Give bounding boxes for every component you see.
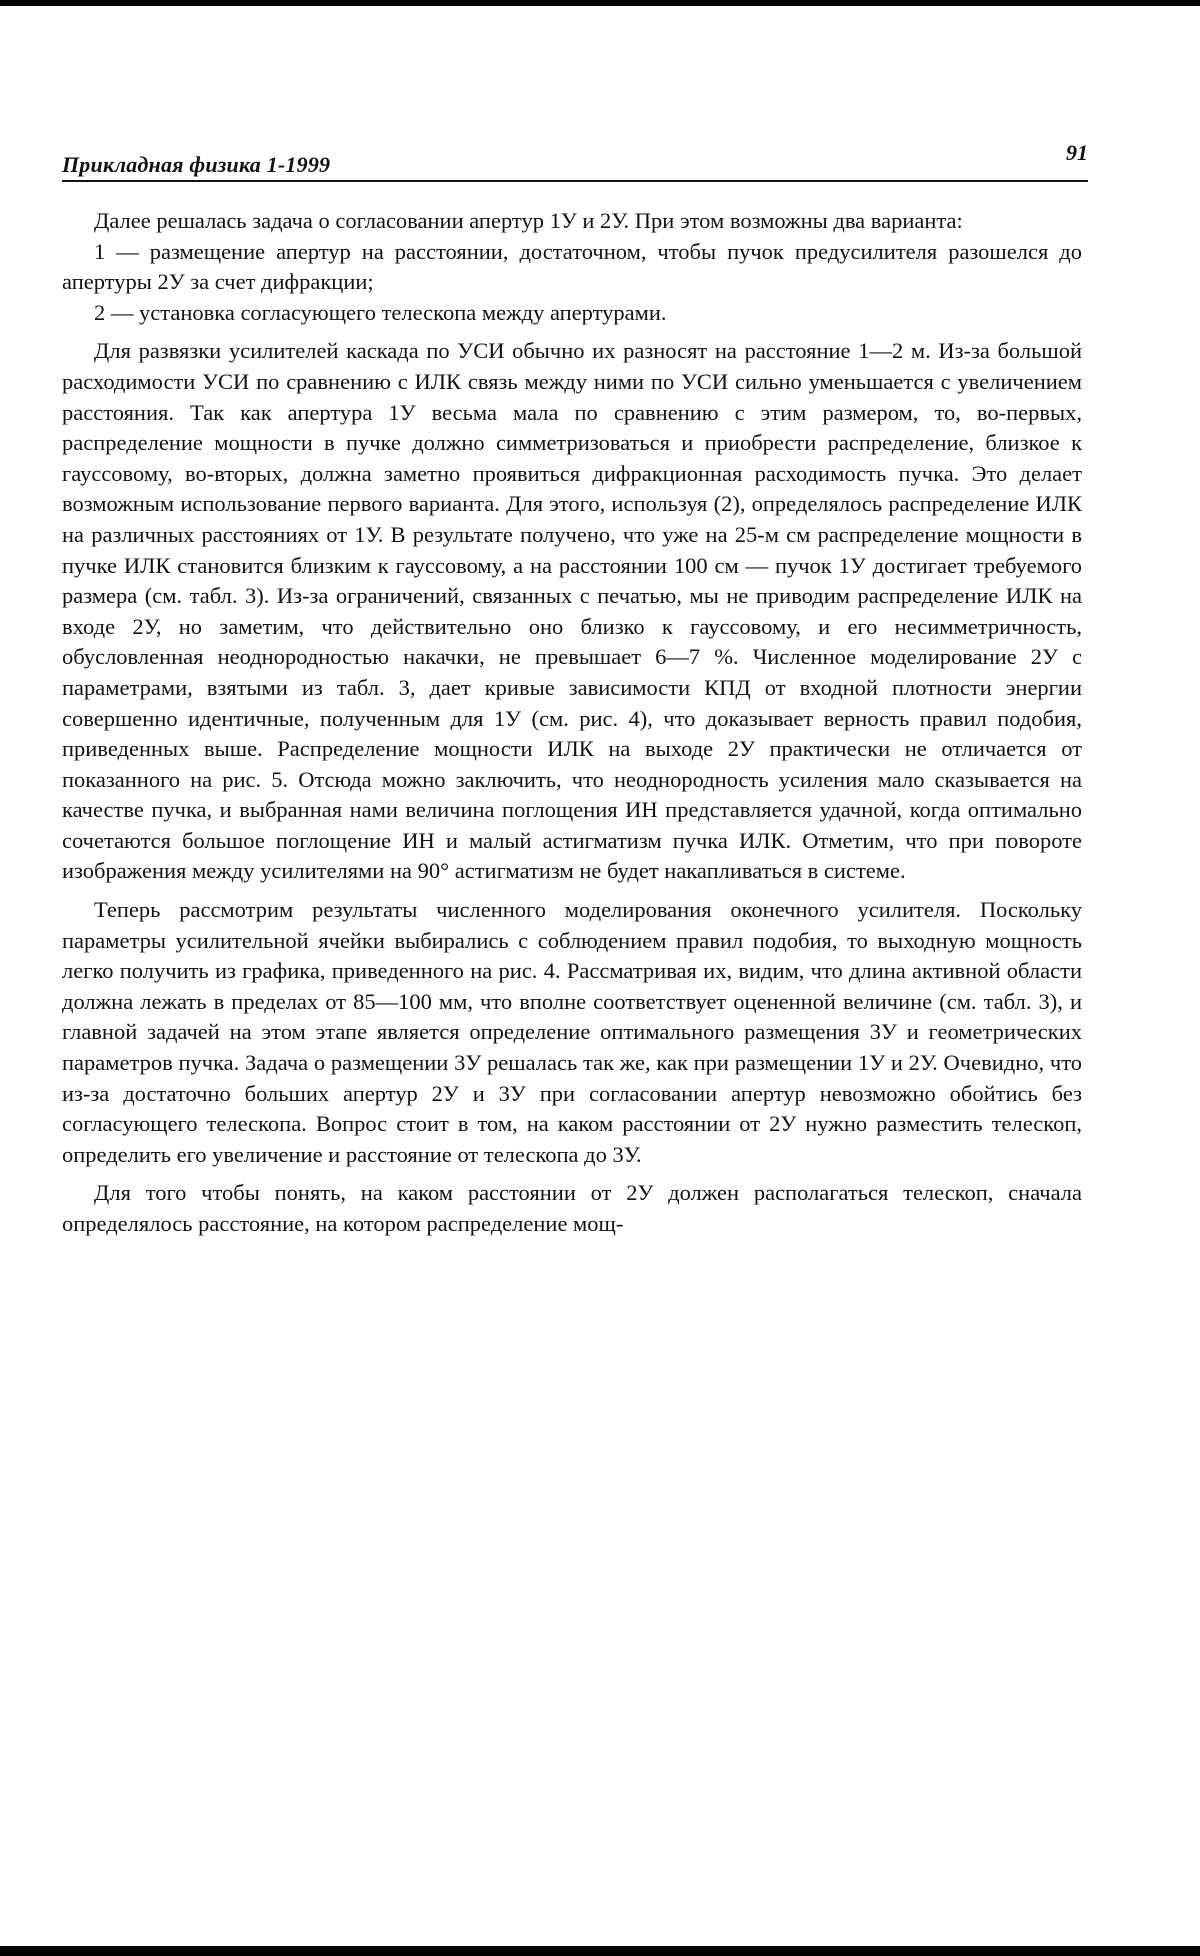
paragraph-telescope: Для того чтобы понять, на каком расстоянии от 2У должен располагаться телескоп, сначала определялось расстояние, на котором распределение мощ- <box>62 1180 1082 1236</box>
paragraph-isolation: Для развязки усилителей каскада по УСИ обычно их разносят на расстояние 1—2 м. Из-за большой расходимости УСИ по сравнению с ИЛК связь между ними по УСИ сильно уменьшается с увеличением расстояния. Так как апертура 1У весьма мала по сравнению с этим размером, то, во-первых, распределение мощности в пучке должно симметризоваться и приобрести распределение, близкое к гауссовому, во-вторых, должна заметно проявиться дифракционная расходимость пучка. Это делает возможным использование первого варианта. Для этого, используя (2), определялось распределение ИЛК на различных расстояниях от 1У. В результате получено, что уже на 25-м см распределение мощности в пучке ИЛК становится близким к гауссовому, а на расстоянии 100 см — пучок 1У достигает требуемого размера (см. табл. 3). Из-за ограничений, связанных с печатью, мы не приводим распределение ИЛК на входе 2У, но заметим, что действительно оно близко к гауссовому, и его несимметричность, обусловленная неоднородностью накачки, не превышает 6—7 %. Численное моделирование 2У с параметрами, взятыми из табл. 3, дает кривые зависимости КПД от входной плотности энергии совершенно идентичные, полученным для 1У (см. рис. 4), что доказывает верность правил подобия, приведенных выше. Распределение мощности ИЛК на выходе 2У практически не отличается от показанного на рис. 5. Отсюда можно заключить, что неоднородность усиления мало сказывается на качестве пучка, и выбранная нами величина поглощения ИН представляется удачной, когда оптимально сочетаются большое поглощение ИН и малый астигматизм пучка ИЛК. Отметим, что при повороте изображения между усилителями на 90° астигматизм не будет накапливаться в системе. <box>62 338 1082 884</box>
header-rule <box>62 180 1088 182</box>
page-number: 91 <box>1066 140 1088 165</box>
paragraph-intro: Далее решалась задача о согласовании апертур 1У и 2У. При этом возможны два варианта: <box>94 208 963 233</box>
scan-border-bottom <box>0 1946 1200 1956</box>
article-body <box>62 206 1082 1240</box>
scan-border-top <box>0 0 1200 6</box>
paragraph-final-amplifier: Теперь рассмотрим результаты численного моделирования оконечного усилителя. Поскольку параметры усилительной ячейки выбирались с соблюдением правил подобия, то выходную мощность легко получить из графика, приведенного на рис. 4. Рассматривая их, видим, что длина активной области должна лежать в пределах от 85—100 мм, что вполне соответствует оцененной величине (см. табл. 3), и главной задачей на этом этапе является определение оптимального размещения 3У и геометрических параметров пучка. Задача о размещении 3У решалась так же, как при размещении 1У и 2У. Очевидно, что из-за достаточно больших апертур 2У и 3У при согласовании апертур невозможно обойтись без согласующего телескопа. Вопрос стоит в том, на каком расстоянии от 2У нужно разместить телескоп, определить его увеличение и расстояние от телескопа до 3У. <box>62 897 1082 1167</box>
paragraph-variant-1: 1 — размещение апертур на расстоянии, достаточном, чтобы пучок предусилителя разошелся до апертуры 2У за счет дифракции; <box>62 238 1082 295</box>
running-header <box>62 140 1088 178</box>
journal-title: Прикладная физика 1-1999 <box>62 152 331 177</box>
paragraph-variant-2: 2 — установка согласующего телескопа между апертурами. <box>94 299 667 325</box>
